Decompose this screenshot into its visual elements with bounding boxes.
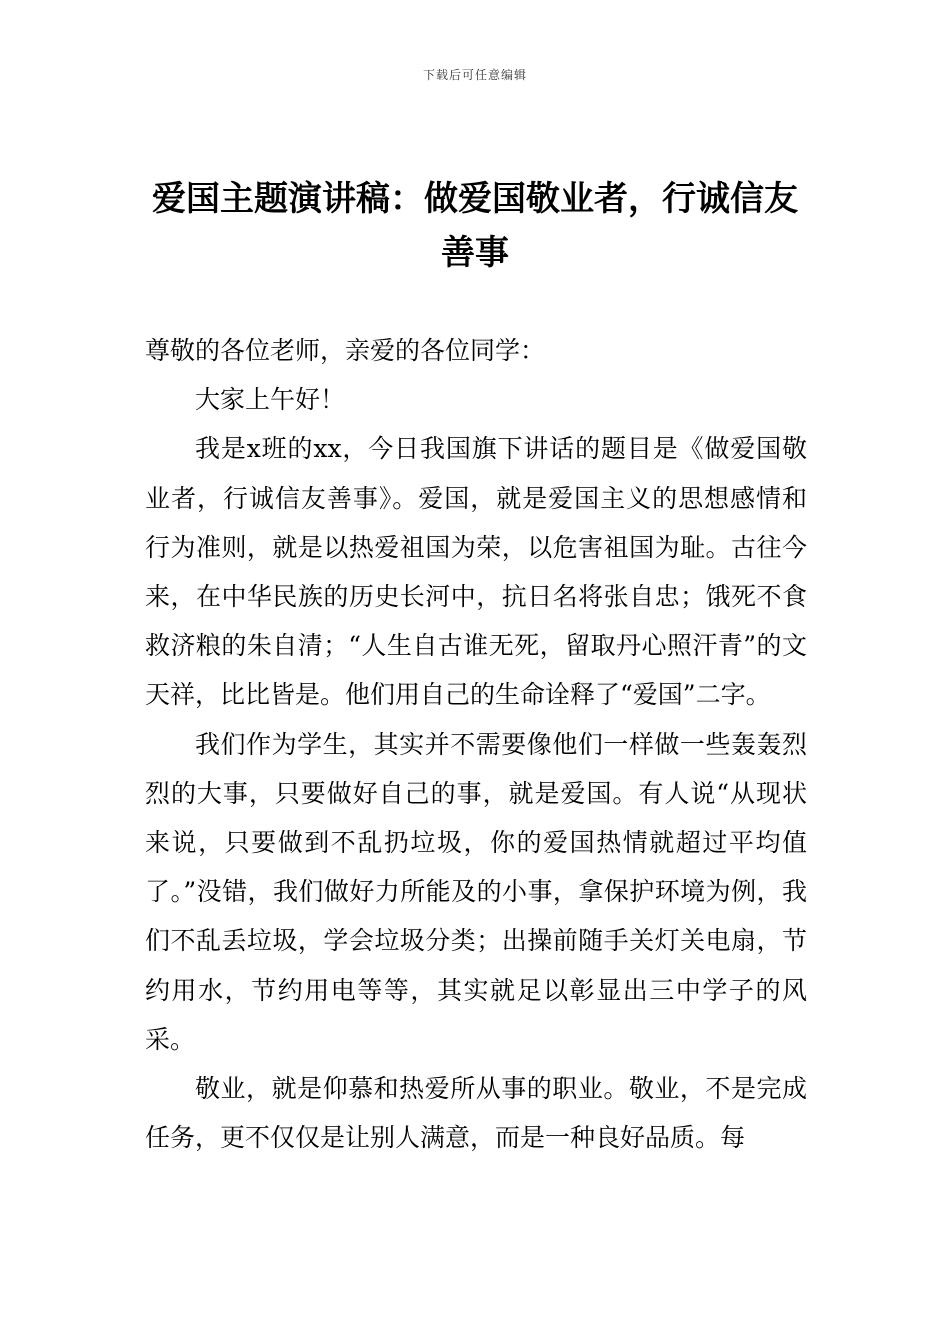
paragraph-greeting: 大家上午好！ bbox=[195, 385, 346, 415]
document-title: 爱国主题演讲稿：做爱国敬业者，行诚信友善事 bbox=[152, 179, 798, 273]
paragraph-students: 我们作为学生，其实并不需要像他们一样做一些轰轰烈烈的大事，只要做好自己的事，就是爱国。有人说“从现状来说，只要做到不乱扔垃圾，你的爱国热情就超过平均值了。”没错，我们做好力所能及的小事，拿保护环境为例，我们不乱丢垃圾，学会垃圾分类；出操前随手关灯关电扇，节约用水，节约用电等等，其实就足以彰显出三中学子的风采。 bbox=[145, 729, 807, 1054]
paragraph-dedication: 敬业，就是仰慕和热爱所从事的职业。敬业，不是完成任务，更不仅仅是让别人满意，而是一种良好品质。每 bbox=[145, 1074, 807, 1153]
salutation: 尊敬的各位老师，亲爱的各位同学： bbox=[145, 336, 546, 365]
document-body bbox=[145, 326, 807, 1162]
header-note: 下载后可任意编辑 bbox=[422, 68, 527, 82]
paragraph-patriotism: 我是x班的xx，今日我国旗下讲话的题目是《做爱国敬业者，行诚信友善事》。爱国，就是爱国主义的思想感情和行为准则，就是以热爱祖国为荣，以危害祖国为耻。古往今来，在中华民族的历史长河中，抗日名将张自忠；饿死不食救济粮的朱自清；“人生自古谁无死，留取丹心照汗青”的文天祥，比比皆是。他们用自己的生命诠释了“爱国”二字。 bbox=[145, 434, 807, 710]
